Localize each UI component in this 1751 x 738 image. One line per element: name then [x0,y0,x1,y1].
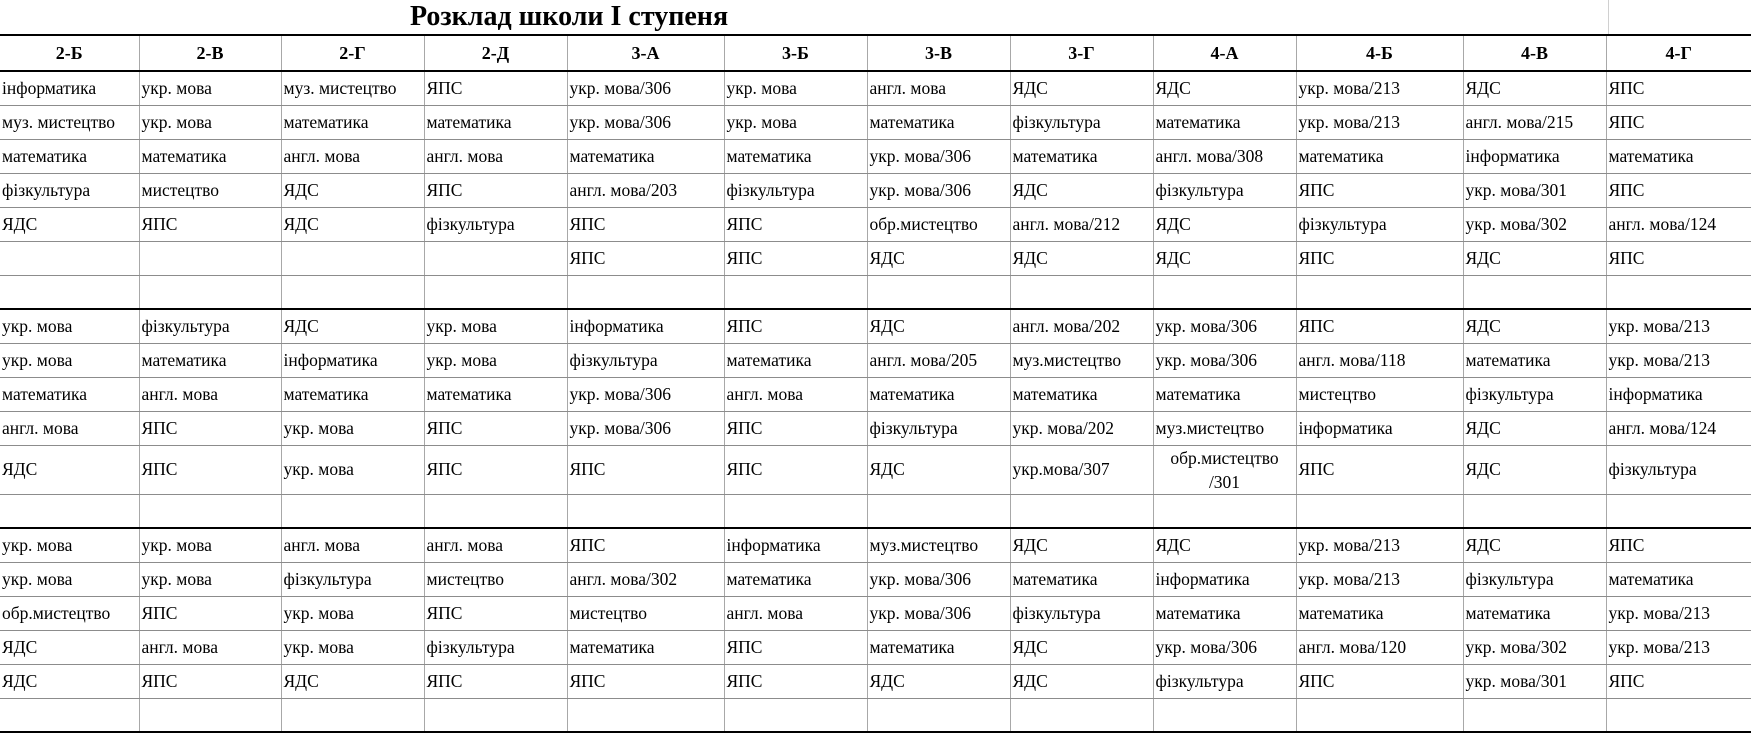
lesson-cell[interactable] [1010,275,1153,309]
column-header[interactable]: 2-Г [281,35,424,71]
lesson-cell[interactable]: математика [1606,139,1751,173]
lesson-cell[interactable] [724,698,867,732]
lesson-cell[interactable]: укр. мова/306 [1153,630,1296,664]
column-header[interactable]: 3-А [567,35,724,71]
lesson-cell[interactable]: математика [724,139,867,173]
lesson-cell[interactable]: англ. мова/215 [1463,105,1606,139]
lesson-cell[interactable]: фізкультура [139,309,281,343]
lesson-row [0,630,1751,664]
lesson-cell[interactable]: англ. мова [424,528,567,562]
lesson-cell[interactable]: ЯДС [867,445,1010,494]
lesson-cell[interactable]: математика [724,562,867,596]
lesson-cell[interactable]: англ. мова [867,71,1010,105]
lesson-cell[interactable]: інформатика [1606,377,1751,411]
lesson-cell[interactable]: англ. мова [724,596,867,630]
lesson-cell[interactable]: інформатика [724,528,867,562]
lesson-cell[interactable]: ЯПС [1606,105,1751,139]
lesson-cell[interactable]: англ. мова/302 [567,562,724,596]
lesson-cell[interactable]: ЯДС [281,207,424,241]
lesson-cell[interactable]: мистецтво [139,173,281,207]
lesson-cell[interactable]: математика [1463,343,1606,377]
lesson-cell[interactable]: інформатика [281,343,424,377]
lesson-row [0,698,1751,732]
lesson-cell[interactable]: фізкультура [0,173,139,207]
lesson-cell[interactable]: укр. мова/306 [567,71,724,105]
lesson-row [0,139,1751,173]
lesson-cell[interactable]: укр. мова/301 [1463,173,1606,207]
lesson-cell[interactable]: укр. мова/213 [1606,630,1751,664]
lesson-cell[interactable]: ЯПС [567,241,724,275]
lesson-cell[interactable]: ЯПС [424,596,567,630]
lesson-cell[interactable] [1153,494,1296,528]
lesson-cell[interactable]: укр. мова [139,562,281,596]
lesson-cell[interactable] [867,494,1010,528]
lesson-cell[interactable]: муз.мистецтво [1010,343,1153,377]
lesson-cell[interactable]: математика [1296,596,1463,630]
lesson-cell[interactable]: ЯПС [1606,71,1751,105]
lesson-row [0,411,1751,445]
lesson-cell[interactable]: математика [1010,139,1153,173]
lesson-cell[interactable] [0,241,139,275]
lesson-cell[interactable]: ЯДС [0,207,139,241]
lesson-cell[interactable] [0,494,139,528]
lesson-cell[interactable]: укр. мова/306 [567,411,724,445]
lesson-cell[interactable]: ЯДС [0,445,139,494]
page-title: Розклад школи І ступеня [410,1,729,32]
lesson-cell[interactable] [1010,494,1153,528]
lesson-row [0,494,1751,528]
lesson-cell[interactable]: ЯПС [724,445,867,494]
lesson-cell[interactable]: ЯДС [1010,664,1153,698]
column-header[interactable]: 2-В [139,35,281,71]
lesson-cell[interactable]: ЯПС [1296,445,1463,494]
lesson-cell[interactable]: математика [1010,562,1153,596]
lesson-cell[interactable]: ЯПС [424,173,567,207]
lesson-cell[interactable]: ЯДС [867,241,1010,275]
lesson-cell[interactable] [139,241,281,275]
lesson-cell[interactable] [424,241,567,275]
lesson-cell[interactable]: англ. мова/202 [1010,309,1153,343]
lesson-cell[interactable]: ЯПС [724,207,867,241]
lesson-cell[interactable]: укр. мова [724,105,867,139]
lesson-cell[interactable]: математика [567,630,724,664]
lesson-cell[interactable] [424,275,567,309]
lesson-cell[interactable] [281,241,424,275]
lesson-cell[interactable]: математика [1296,139,1463,173]
lesson-cell[interactable]: муз. мистецтво [0,105,139,139]
lesson-cell[interactable]: укр. мова/306 [567,105,724,139]
lesson-cell[interactable]: ЯДС [1463,71,1606,105]
lesson-cell[interactable]: інформатика [567,309,724,343]
lesson-cell[interactable]: укр. мова/306 [867,139,1010,173]
lesson-cell[interactable]: математика [424,105,567,139]
lesson-cell[interactable]: ЯПС [424,411,567,445]
lesson-cell[interactable]: ЯДС [1463,411,1606,445]
column-header[interactable]: 3-Б [724,35,867,71]
lesson-cell[interactable]: математика [867,377,1010,411]
lesson-cell[interactable] [567,494,724,528]
lesson-cell[interactable]: укр. мова [139,71,281,105]
lesson-cell[interactable]: мистецтво [424,562,567,596]
lesson-cell[interactable]: ЯПС [1606,664,1751,698]
lesson-cell[interactable]: математика [1153,105,1296,139]
column-header[interactable]: 4-В [1463,35,1606,71]
lesson-row [0,343,1751,377]
lesson-cell[interactable]: математика [567,139,724,173]
lesson-row [0,275,1751,309]
lesson-cell[interactable]: ЯПС [424,445,567,494]
lesson-row [0,207,1751,241]
lesson-cell[interactable]: ЯПС [724,309,867,343]
lesson-cell[interactable]: англ. мова [724,377,867,411]
lesson-cell[interactable]: англ. мова/118 [1296,343,1463,377]
lesson-cell[interactable]: ЯДС [1010,528,1153,562]
column-header[interactable]: 2-Б [0,35,139,71]
lesson-cell[interactable]: англ. мова [139,377,281,411]
lesson-cell[interactable]: укр. мова [0,343,139,377]
lesson-cell[interactable]: ЯДС [0,630,139,664]
lesson-cell[interactable]: ЯДС [1010,630,1153,664]
lesson-row [0,562,1751,596]
lesson-cell[interactable]: математика [867,630,1010,664]
lesson-cell[interactable]: ЯПС [724,411,867,445]
lesson-cell[interactable] [1606,698,1751,732]
lesson-cell[interactable]: укр. мова/202 [1010,411,1153,445]
lesson-cell[interactable]: ЯПС [724,664,867,698]
column-header[interactable]: 3-Г [1010,35,1153,71]
lesson-cell[interactable] [281,698,424,732]
lesson-cell[interactable] [867,698,1010,732]
lesson-cell[interactable]: ЯПС [1296,664,1463,698]
lesson-cell[interactable]: ЯПС [1606,173,1751,207]
lesson-cell[interactable]: укр. мова/306 [867,562,1010,596]
lesson-cell[interactable]: укр. мова/302 [1463,207,1606,241]
lesson-cell[interactable]: ЯДС [0,664,139,698]
lesson-cell[interactable]: укр. мова [281,445,424,494]
lesson-cell[interactable]: ЯПС [724,630,867,664]
lesson-cell[interactable] [1463,494,1606,528]
lesson-cell[interactable]: укр. мова/213 [1606,596,1751,630]
lesson-cell[interactable] [1463,275,1606,309]
lesson-cell[interactable]: фізкультура [1010,596,1153,630]
lesson-cell[interactable]: англ. мова [424,139,567,173]
lesson-cell[interactable]: укр. мова [281,630,424,664]
lesson-cell[interactable]: інформатика [1463,139,1606,173]
lesson-cell[interactable]: ЯПС [424,71,567,105]
lesson-row [0,377,1751,411]
lesson-cell[interactable] [424,494,567,528]
lesson-cell[interactable]: обр.мистецтво [867,207,1010,241]
lesson-cell[interactable]: ЯПС [139,596,281,630]
lesson-cell[interactable]: ЯПС [424,664,567,698]
lesson-cell[interactable]: муз.мистецтво [1153,411,1296,445]
lesson-cell[interactable]: укр. мова [281,411,424,445]
lesson-cell[interactable] [1153,698,1296,732]
lesson-cell[interactable]: ЯДС [1463,241,1606,275]
lesson-cell[interactable]: фізкультура [424,630,567,664]
lesson-cell[interactable]: інформатика [0,71,139,105]
lesson-cell[interactable]: фізкультура [281,562,424,596]
lesson-cell[interactable]: ЯДС [1463,528,1606,562]
lesson-cell[interactable] [1296,275,1463,309]
lesson-cell[interactable]: англ. мова/124 [1606,207,1751,241]
column-header[interactable]: 3-В [867,35,1010,71]
lesson-cell[interactable]: укр. мова/306 [867,173,1010,207]
lesson-cell[interactable]: інформатика [1153,562,1296,596]
lesson-cell[interactable]: ЯПС [1296,309,1463,343]
lesson-cell[interactable]: ЯДС [1010,241,1153,275]
lesson-cell[interactable]: мистецтво [567,596,724,630]
lesson-cell[interactable]: математика [1010,377,1153,411]
lesson-cell[interactable]: фізкультура [424,207,567,241]
lesson-cell[interactable]: укр. мова/306 [1153,343,1296,377]
lesson-cell[interactable]: математика [281,377,424,411]
lesson-cell[interactable] [1463,698,1606,732]
lesson-cell[interactable]: англ. мова/120 [1296,630,1463,664]
lesson-cell[interactable]: ЯДС [1010,173,1153,207]
lesson-row [0,528,1751,562]
lesson-cell[interactable]: ЯПС [567,528,724,562]
lesson-cell[interactable]: математика [0,377,139,411]
lesson-cell[interactable]: математика [0,139,139,173]
lesson-cell[interactable]: укр. мова/213 [1296,562,1463,596]
lesson-cell[interactable]: ЯПС [139,411,281,445]
lesson-cell[interactable] [567,275,724,309]
lesson-cell[interactable] [867,275,1010,309]
lesson-cell[interactable]: фізкультура [724,173,867,207]
lesson-cell[interactable] [1606,494,1751,528]
lesson-cell[interactable]: математика [1153,596,1296,630]
lesson-cell[interactable] [0,275,139,309]
lesson-cell[interactable]: ЯПС [139,664,281,698]
lesson-cell[interactable]: укр. мова [281,596,424,630]
lesson-cell[interactable] [1296,698,1463,732]
lesson-cell[interactable] [724,275,867,309]
lesson-cell[interactable]: укр. мова [0,562,139,596]
lesson-cell[interactable]: укр. мова [0,528,139,562]
lesson-cell[interactable]: укр. мова/213 [1296,71,1463,105]
lesson-cell[interactable]: укр. мова/213 [1606,343,1751,377]
lesson-cell[interactable]: англ. мова [139,630,281,664]
lesson-cell[interactable]: фізкультура [1463,562,1606,596]
lesson-cell[interactable]: укр. мова/302 [1463,630,1606,664]
lesson-cell[interactable]: укр. мова [139,528,281,562]
lesson-cell[interactable]: ЯДС [1010,71,1153,105]
lesson-row [0,445,1751,494]
lesson-cell[interactable] [1153,275,1296,309]
lesson-cell[interactable]: ЯПС [139,207,281,241]
lesson-cell[interactable] [139,698,281,732]
lesson-cell[interactable]: математика [1606,562,1751,596]
lesson-cell[interactable]: ЯПС [567,664,724,698]
lesson-row [0,241,1751,275]
lesson-row [0,309,1751,343]
lesson-cell[interactable]: укр. мова/213 [1296,105,1463,139]
lesson-cell[interactable]: англ. мова/212 [1010,207,1153,241]
lesson-cell[interactable]: фізкультура [1153,664,1296,698]
lesson-cell[interactable]: обр.мистецтво [0,596,139,630]
lesson-cell[interactable]: обр.мистецтво /301 [1153,445,1296,494]
schedule-table [0,34,1751,733]
lesson-cell[interactable]: фізкультура [1296,207,1463,241]
lesson-cell[interactable] [424,698,567,732]
lesson-cell[interactable]: ЯДС [1153,528,1296,562]
lesson-cell[interactable]: англ. мова [281,528,424,562]
column-header[interactable]: 4-А [1153,35,1296,71]
lesson-cell[interactable]: математика [724,343,867,377]
lesson-cell[interactable]: англ. мова/308 [1153,139,1296,173]
lesson-cell[interactable]: укр.мова/307 [1010,445,1153,494]
lesson-cell[interactable]: ЯДС [1153,207,1296,241]
lesson-cell[interactable]: укр. мова/306 [1153,309,1296,343]
lesson-cell[interactable] [567,698,724,732]
lesson-cell[interactable]: англ. мова/124 [1606,411,1751,445]
lesson-row [0,664,1751,698]
lesson-cell[interactable]: укр. мова [0,309,139,343]
lesson-cell[interactable]: англ. мова [0,411,139,445]
lesson-cell[interactable] [1010,698,1153,732]
sheet-edge-line [1608,0,1609,34]
lesson-cell[interactable]: укр. мова/306 [567,377,724,411]
lesson-cell[interactable] [0,698,139,732]
lesson-cell[interactable]: муз.мистецтво [867,528,1010,562]
lesson-cell[interactable]: укр. мова/306 [867,596,1010,630]
lesson-cell[interactable]: математика [281,105,424,139]
lesson-cell[interactable]: ЯПС [1606,241,1751,275]
lesson-cell[interactable]: фізкультура [1153,173,1296,207]
lesson-cell[interactable] [724,494,867,528]
lesson-cell[interactable]: укр. мова [424,343,567,377]
lesson-row [0,71,1751,105]
lesson-cell[interactable]: ЯПС [139,445,281,494]
lesson-row [0,173,1751,207]
lesson-cell[interactable]: ЯДС [867,309,1010,343]
lesson-cell[interactable]: математика [1463,596,1606,630]
lesson-cell[interactable]: укр. мова [424,309,567,343]
lesson-cell[interactable]: ЯДС [1153,241,1296,275]
lesson-cell[interactable]: ЯДС [1463,445,1606,494]
lesson-cell[interactable] [139,494,281,528]
lesson-cell[interactable]: ЯДС [281,309,424,343]
lesson-cell[interactable]: ЯДС [281,173,424,207]
lesson-cell[interactable] [281,494,424,528]
lesson-row [0,596,1751,630]
lesson-cell[interactable]: укр. мова/301 [1463,664,1606,698]
lesson-cell[interactable]: ЯПС [1606,528,1751,562]
lesson-cell[interactable]: фізкультура [1463,377,1606,411]
lesson-cell[interactable]: фізкультура [567,343,724,377]
lesson-cell[interactable]: ЯПС [1296,241,1463,275]
lesson-cell[interactable]: укр. мова/213 [1606,309,1751,343]
lesson-cell[interactable]: муз. мистецтво [281,71,424,105]
lesson-cell[interactable]: математика [1153,377,1296,411]
lesson-cell[interactable]: математика [139,343,281,377]
lesson-cell[interactable]: ЯДС [867,664,1010,698]
lesson-cell[interactable]: ЯПС [567,207,724,241]
lesson-cell[interactable]: фізкультура [867,411,1010,445]
header-row [0,35,1751,71]
lesson-cell[interactable]: фізкультура [1606,445,1751,494]
lesson-cell[interactable] [139,275,281,309]
lesson-cell[interactable]: математика [139,139,281,173]
lesson-cell[interactable]: укр. мова [139,105,281,139]
lesson-cell[interactable]: математика [424,377,567,411]
lesson-cell[interactable]: ЯПС [724,241,867,275]
lesson-cell[interactable]: ЯДС [1153,71,1296,105]
lesson-cell[interactable]: ЯПС [1296,173,1463,207]
lesson-cell[interactable]: англ. мова [281,139,424,173]
column-header[interactable]: 2-Д [424,35,567,71]
lesson-cell[interactable]: англ. мова/205 [867,343,1010,377]
lesson-cell[interactable]: інформатика [1296,411,1463,445]
lesson-cell[interactable]: укр. мова [724,71,867,105]
lesson-cell[interactable]: фізкультура [1010,105,1153,139]
lesson-cell[interactable]: англ. мова/203 [567,173,724,207]
lesson-cell[interactable]: математика [867,105,1010,139]
lesson-cell[interactable] [281,275,424,309]
lesson-cell[interactable]: ЯПС [567,445,724,494]
lesson-cell[interactable] [1606,275,1751,309]
lesson-cell[interactable]: ЯДС [281,664,424,698]
lesson-cell[interactable] [1296,494,1463,528]
lesson-cell[interactable]: укр. мова/213 [1296,528,1463,562]
column-header[interactable]: 4-Г [1606,35,1751,71]
lesson-cell[interactable]: мистецтво [1296,377,1463,411]
lesson-cell[interactable]: ЯДС [1463,309,1606,343]
lesson-row [0,105,1751,139]
column-header[interactable]: 4-Б [1296,35,1463,71]
